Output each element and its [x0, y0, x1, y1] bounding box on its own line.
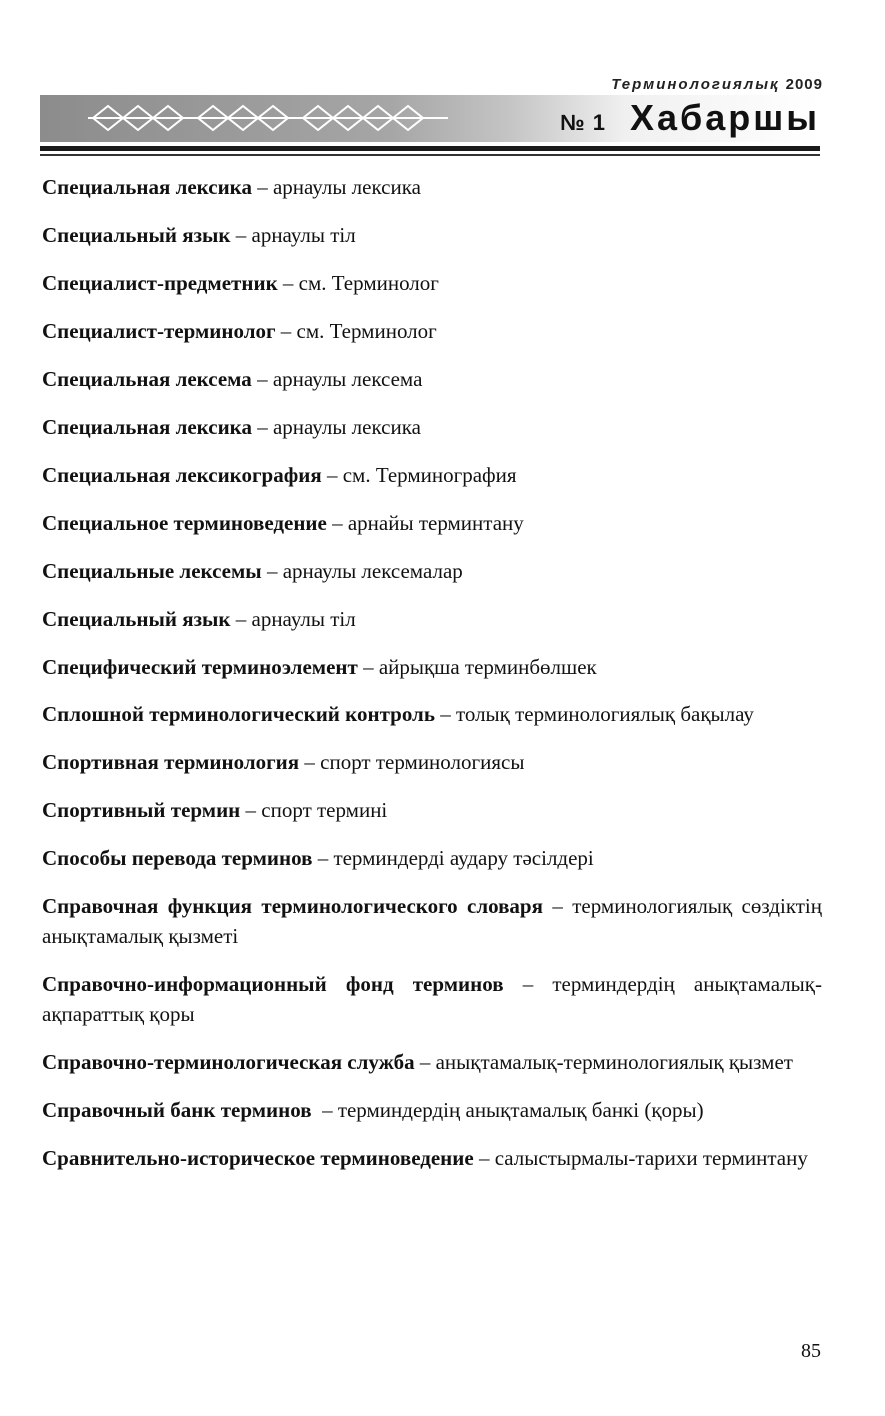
term-separator: – [414, 1050, 436, 1074]
term-kazakh: спорт терминологиясы [320, 750, 525, 774]
term-kazakh: см. Терминография [342, 463, 517, 487]
journal-name [611, 76, 823, 93]
term-kazakh: см. Терминолог [296, 319, 437, 343]
term-separator: – [312, 846, 334, 870]
term-separator: – [251, 415, 273, 439]
glossary-entry [42, 604, 822, 634]
term-kazakh: терминдерді аудару тәсілдері [333, 846, 594, 870]
glossary-entry [42, 795, 822, 825]
glossary-entry [42, 364, 822, 394]
term-kazakh: арнаулы тіл [251, 223, 356, 247]
glossary-entry [42, 699, 822, 729]
term-russian: Способы перевода терминов [42, 846, 313, 870]
term-kazakh: терминдердің анықтамалық банкі (қоры) [337, 1098, 704, 1122]
term-kazakh: толық терминологиялық бақылау [455, 702, 754, 726]
term-separator: – [311, 1098, 338, 1122]
term-russian: Специальное терминоведение [42, 511, 327, 535]
term-kazakh: арнаулы тіл [251, 607, 356, 631]
term-separator: – [251, 175, 273, 199]
glossary-entries [42, 172, 822, 1191]
glossary-entry [42, 268, 822, 298]
glossary-entry [42, 1143, 822, 1173]
term-russian: Специальная лексема [42, 367, 252, 391]
term-kazakh: арнаулы лексика [272, 415, 421, 439]
glossary-entry [42, 556, 822, 586]
term-kazakh: айрықша терминбөлшек [378, 655, 597, 679]
term-separator: – [321, 463, 343, 487]
term-separator: – [261, 559, 283, 583]
term-russian: Спортивный термин [42, 798, 241, 822]
term-kazakh: арнаулы лексемалар [282, 559, 463, 583]
term-kazakh: терминологиялық сөздіктің анықтамалық қызметі [42, 894, 822, 948]
term-separator: – [503, 972, 553, 996]
glossary-entry [42, 843, 822, 873]
glossary-entry [42, 460, 822, 490]
header-rule [40, 146, 820, 151]
term-russian: Сплошной терминологический контроль [42, 702, 435, 726]
term-kazakh: анықтамалық-терминологиялық қызмет [435, 1050, 793, 1074]
term-separator: – [299, 750, 321, 774]
term-separator: – [230, 607, 252, 631]
term-russian: Специальная лексикография [42, 463, 322, 487]
journal-year: 2009 [785, 76, 823, 93]
term-russian: Специальная лексика [42, 415, 252, 439]
term-russian: Справочно-терминологическая служба [42, 1050, 415, 1074]
term-separator: – [542, 894, 573, 918]
term-kazakh: терминдердің анықтамалық-ақпараттық қоры [42, 972, 822, 1026]
journal-title: Терминологиялық [611, 76, 780, 93]
glossary-entry [42, 220, 822, 250]
glossary-entry [42, 891, 822, 951]
header-banner [40, 95, 820, 142]
term-kazakh: арнаулы лексема [272, 367, 423, 391]
term-separator: – [251, 367, 273, 391]
issue-number: № 1 [560, 110, 606, 135]
page-number: 85 [801, 1340, 821, 1362]
term-separator: – [434, 702, 456, 726]
term-separator: – [230, 223, 252, 247]
term-separator: – [326, 511, 348, 535]
term-russian: Специфический терминоэлемент [42, 655, 358, 679]
term-russian: Специальная лексика [42, 175, 252, 199]
banner-title [560, 97, 820, 139]
header-rule-thin [40, 154, 820, 156]
term-russian: Специальный язык [42, 223, 231, 247]
glossary-entry [42, 1095, 822, 1125]
term-russian: Специалист-терминолог [42, 319, 276, 343]
term-russian: Справочно-информационный фонд терминов [42, 972, 504, 996]
glossary-entry [42, 969, 822, 1029]
term-russian: Спортивная терминология [42, 750, 300, 774]
term-russian: Специалист-предметник [42, 271, 278, 295]
term-russian: Специальный язык [42, 607, 231, 631]
glossary-entry [42, 1047, 822, 1077]
term-kazakh: арнаулы лексика [272, 175, 421, 199]
term-separator: – [240, 798, 262, 822]
term-kazakh: арнайы терминтану [347, 511, 524, 535]
glossary-entry [42, 412, 822, 442]
journal-headline: Хабаршы [629, 97, 820, 138]
term-separator: – [357, 655, 379, 679]
glossary-entry [42, 316, 822, 346]
term-russian: Справочная функция терминологического словаря [42, 894, 543, 918]
term-russian: Сравнительно-историческое терминоведение [42, 1146, 474, 1170]
ornament-icon [88, 101, 448, 135]
term-separator: – [473, 1146, 495, 1170]
term-russian: Справочный банк терминов [42, 1098, 312, 1122]
term-separator: – [275, 319, 297, 343]
term-russian: Специальные лексемы [42, 559, 262, 583]
term-kazakh: салыстырмалы-тарихи терминтану [494, 1146, 808, 1170]
term-kazakh: спорт термині [261, 798, 388, 822]
glossary-entry [42, 508, 822, 538]
term-separator: – [277, 271, 299, 295]
glossary-entry [42, 172, 822, 202]
term-kazakh: см. Терминолог [298, 271, 439, 295]
glossary-entry [42, 747, 822, 777]
glossary-entry [42, 652, 822, 682]
